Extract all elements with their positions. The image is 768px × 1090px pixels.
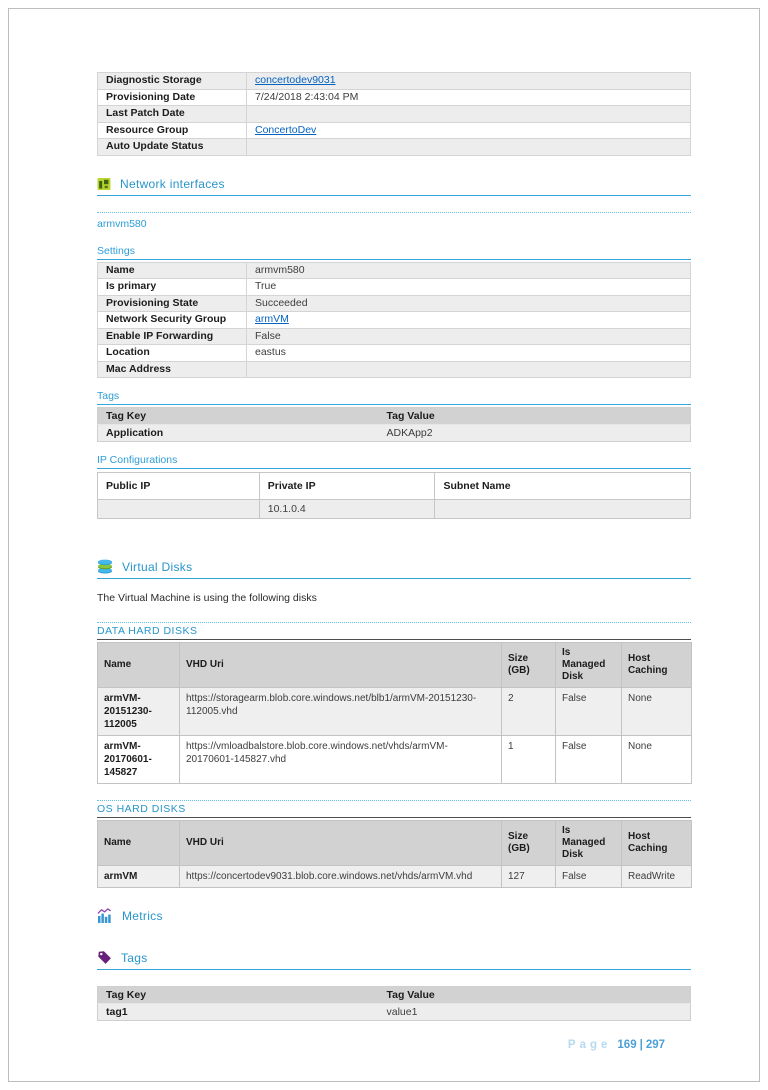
page-footer — [97, 1039, 691, 1051]
footer-page-current: 169 — [617, 1039, 637, 1051]
table-row — [98, 425, 691, 442]
vhd-uri-cell: https://vmloadbalstore.blob.core.windows.net/vhds/armVM-20170601-145827.vhd — [180, 736, 502, 784]
row-key: Last Patch Date — [98, 106, 247, 123]
vm-info-table — [97, 72, 691, 156]
table-row — [98, 279, 691, 296]
table-row — [98, 89, 691, 106]
diagnostic-storage-link[interactable]: concertodev9031 — [255, 74, 336, 86]
dotted-separator — [97, 212, 691, 213]
table-row — [98, 361, 691, 378]
table-header-row — [98, 643, 692, 688]
table-row — [98, 345, 691, 362]
table-header-row — [98, 408, 691, 425]
table-row — [98, 736, 692, 784]
row-value — [247, 122, 691, 139]
row-key: Resource Group — [98, 122, 247, 139]
row-key: Provisioning Date — [98, 89, 247, 106]
row-value: False — [247, 328, 691, 345]
nic-tags-table — [97, 407, 691, 442]
column-header: Size (GB) — [502, 821, 556, 866]
table-header-row — [98, 987, 691, 1004]
host-caching-cell: None — [622, 736, 692, 784]
disk-name-cell: armVM-20170601-145827 — [98, 736, 180, 784]
subnet-name-cell — [435, 500, 691, 519]
network-interface-icon — [97, 177, 111, 191]
virtual-disks-icon — [97, 559, 113, 574]
section-title: Network interfaces — [120, 176, 225, 191]
network-interfaces-heading — [97, 177, 691, 196]
column-header: Private IP — [259, 473, 435, 500]
table-row — [98, 500, 691, 519]
row-key: Auto Update Status — [98, 139, 247, 156]
host-caching-cell: None — [622, 688, 692, 736]
section-title: Metrics — [122, 909, 163, 923]
managed-disk-cell: False — [556, 866, 622, 888]
column-header: VHD Uri — [180, 643, 502, 688]
row-key: Enable IP Forwarding — [98, 328, 247, 345]
size-cell: 2 — [502, 688, 556, 736]
report-content — [9, 9, 759, 1081]
column-header: Name — [98, 821, 180, 866]
metrics-heading — [97, 908, 691, 928]
report-page — [8, 8, 760, 1082]
ip-configurations-heading: IP Configurations — [97, 454, 691, 469]
column-header: Name — [98, 643, 180, 688]
row-value: eastus — [247, 345, 691, 362]
table-row — [98, 1004, 691, 1021]
managed-disk-cell: False — [556, 688, 622, 736]
public-ip-cell — [98, 500, 260, 519]
footer-page-separator: | — [639, 1039, 643, 1051]
column-header: Subnet Name — [435, 473, 691, 500]
tag-value-cell: value1 — [379, 1004, 691, 1021]
table-row — [98, 139, 691, 156]
section-title: Tags — [121, 950, 148, 965]
tag-icon — [97, 950, 112, 965]
disk-name-cell: armVM-20151230-112005 — [98, 688, 180, 736]
interface-name: armvm580 — [97, 217, 147, 230]
vhd-uri-cell: https://storagearm.blob.core.windows.net/blb1/armVM-20151230-112005.vhd — [180, 688, 502, 736]
row-key: Mac Address — [98, 361, 247, 378]
virtual-disks-description: The Virtual Machine is using the following disks — [97, 592, 317, 604]
data-hard-disks-table — [97, 642, 692, 784]
row-key: Location — [98, 345, 247, 362]
dotted-separator — [97, 800, 691, 801]
table-row — [98, 688, 692, 736]
data-hard-disks-heading: DATA HARD DISKS — [97, 625, 691, 640]
column-header: Host Caching — [622, 821, 692, 866]
tag-value-cell: ADKApp2 — [379, 425, 691, 442]
private-ip-cell: 10.1.0.4 — [259, 500, 435, 519]
column-header: Host Caching — [622, 643, 692, 688]
managed-disk-cell: False — [556, 736, 622, 784]
column-header: Size (GB) — [502, 643, 556, 688]
metrics-icon — [97, 908, 113, 924]
table-row — [98, 295, 691, 312]
tag-key-cell: Application — [98, 425, 379, 442]
column-header: Tag Key — [98, 408, 379, 425]
row-key: Provisioning State — [98, 295, 247, 312]
table-row — [98, 73, 691, 90]
column-header: Is Managed Disk — [556, 821, 622, 866]
table-row — [98, 328, 691, 345]
virtual-disks-heading — [97, 559, 691, 579]
size-cell: 1 — [502, 736, 556, 784]
row-value — [247, 73, 691, 90]
dotted-separator — [97, 622, 691, 623]
tag-key-cell: tag1 — [98, 1004, 379, 1021]
row-value: Succeeded — [247, 295, 691, 312]
os-hard-disks-heading: OS HARD DISKS — [97, 803, 691, 818]
table-row — [98, 122, 691, 139]
column-header: Public IP — [98, 473, 260, 500]
row-value — [247, 106, 691, 123]
column-header: Is Managed Disk — [556, 643, 622, 688]
section-title: Virtual Disks — [122, 559, 193, 574]
disk-name-cell: armVM — [98, 866, 180, 888]
footer-page-total: 297 — [645, 1039, 665, 1051]
table-header-row — [98, 821, 692, 866]
table-row — [98, 106, 691, 123]
network-security-group-link[interactable]: armVM — [255, 313, 289, 325]
row-key: Diagnostic Storage — [98, 73, 247, 90]
size-cell: 127 — [502, 866, 556, 888]
column-header: Tag Value — [379, 987, 691, 1004]
row-key: Network Security Group — [98, 312, 247, 329]
settings-table — [97, 262, 691, 379]
os-hard-disks-table — [97, 820, 692, 888]
tags-table — [97, 986, 691, 1021]
row-value — [247, 312, 691, 329]
footer-page-word: Page — [567, 1039, 612, 1051]
row-value — [247, 139, 691, 156]
column-header: Tag Value — [379, 408, 691, 425]
ip-configurations-table — [97, 472, 691, 519]
tags-section-heading — [97, 950, 691, 970]
vhd-uri-cell: https://concertodev9031.blob.core.windows.net/vhds/armVM.vhd — [180, 866, 502, 888]
row-value — [247, 361, 691, 378]
row-key: Is primary — [98, 279, 247, 296]
table-header-row — [98, 473, 691, 500]
resource-group-link[interactable]: ConcertoDev — [255, 123, 317, 136]
host-caching-cell: ReadWrite — [622, 866, 692, 888]
nic-tags-heading: Tags — [97, 390, 691, 405]
row-value: 7/24/2018 2:43:04 PM — [247, 89, 691, 106]
row-value: True — [247, 279, 691, 296]
column-header: VHD Uri — [180, 821, 502, 866]
settings-heading: Settings — [97, 245, 691, 260]
table-row — [98, 312, 691, 329]
table-row — [98, 262, 691, 279]
row-value: armvm580 — [247, 262, 691, 279]
column-header: Tag Key — [98, 987, 379, 1004]
row-key: Name — [98, 262, 247, 279]
table-row — [98, 866, 692, 888]
